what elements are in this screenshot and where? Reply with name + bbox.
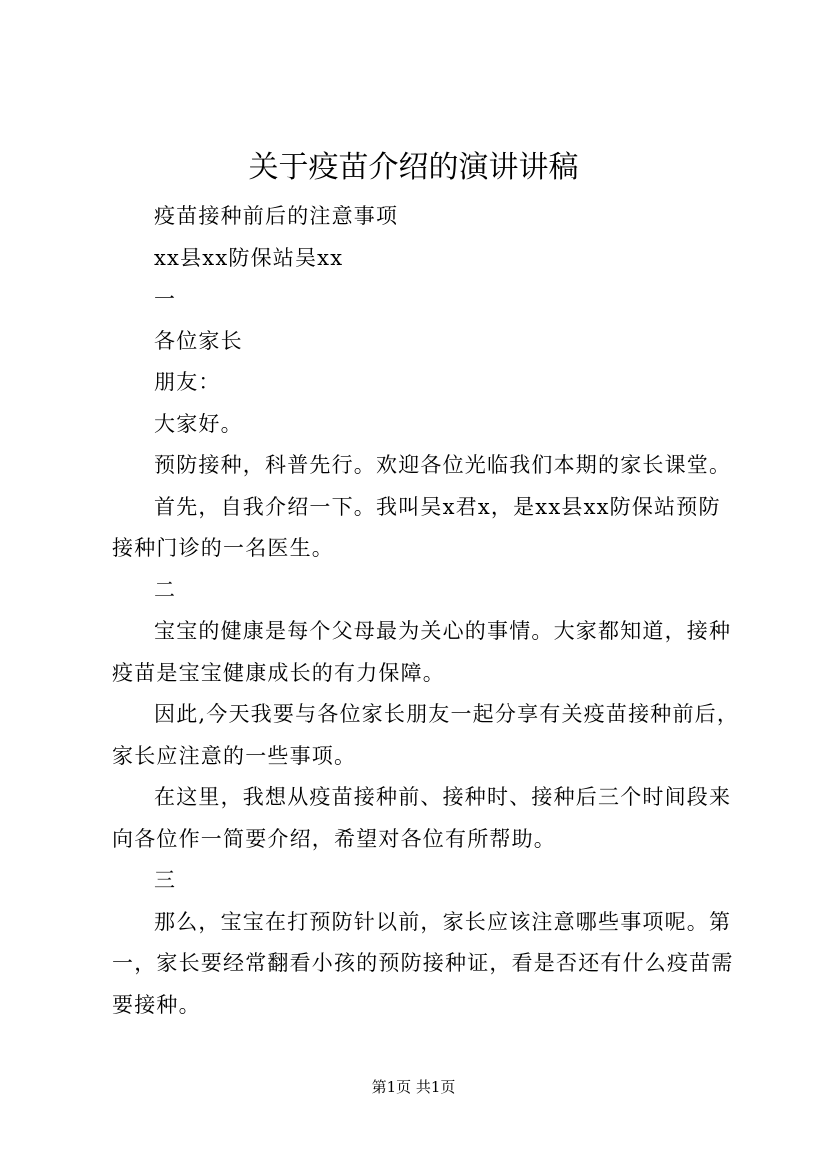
section-marker-2: 二: [154, 577, 177, 602]
paragraph-health: 宝宝的健康是每个父母最为关心的事情。大家都知道，接种疫苗是宝宝健康成长的有力保障。: [112, 619, 732, 685]
paragraph-greeting-3: 大家好。: [154, 411, 243, 436]
paragraph-before-vaccination: 那么，宝宝在打预防针以前，家长应该注意哪些事项呢。第一，家长要经常翻看小孩的预防接种证，看是否还有什么疫苗需要接种。: [112, 909, 734, 1017]
paragraph-introduction: 首先，自我介绍一下。我叫吴x君x，是xx县xx防保站预防接种门诊的一名医生。: [112, 494, 721, 560]
page-footer: 第1页 共1页: [371, 1078, 456, 1096]
paragraph-author: xx县xx防保站吴xx: [154, 245, 344, 270]
paragraph-greeting-1: 各位家长: [154, 328, 243, 353]
paragraph-welcome: 预防接种，科普先行。欢迎各位光临我们本期的家长课堂。: [154, 453, 732, 477]
paragraph-subtitle: 疫苗接种前后的注意事项: [154, 204, 399, 228]
section-marker-3: 三: [154, 868, 177, 892]
paragraph-share: 因此,今天我要与各位家长朋友一起分享有关疫苗接种前后，家长应注意的一些事项。: [112, 702, 740, 768]
paragraph-greeting-2: 朋友：: [154, 370, 221, 394]
document-title: 关于疫苗介绍的演讲讲稿: [248, 150, 579, 185]
document-body: [112, 196, 740, 1026]
paragraph-overview: 在这里，我想从疫苗接种前、接种时、接种后三个时间段来向各位作一简要介绍，希望对各位有所帮助。: [112, 785, 732, 851]
section-marker-1: 一: [154, 287, 177, 311]
